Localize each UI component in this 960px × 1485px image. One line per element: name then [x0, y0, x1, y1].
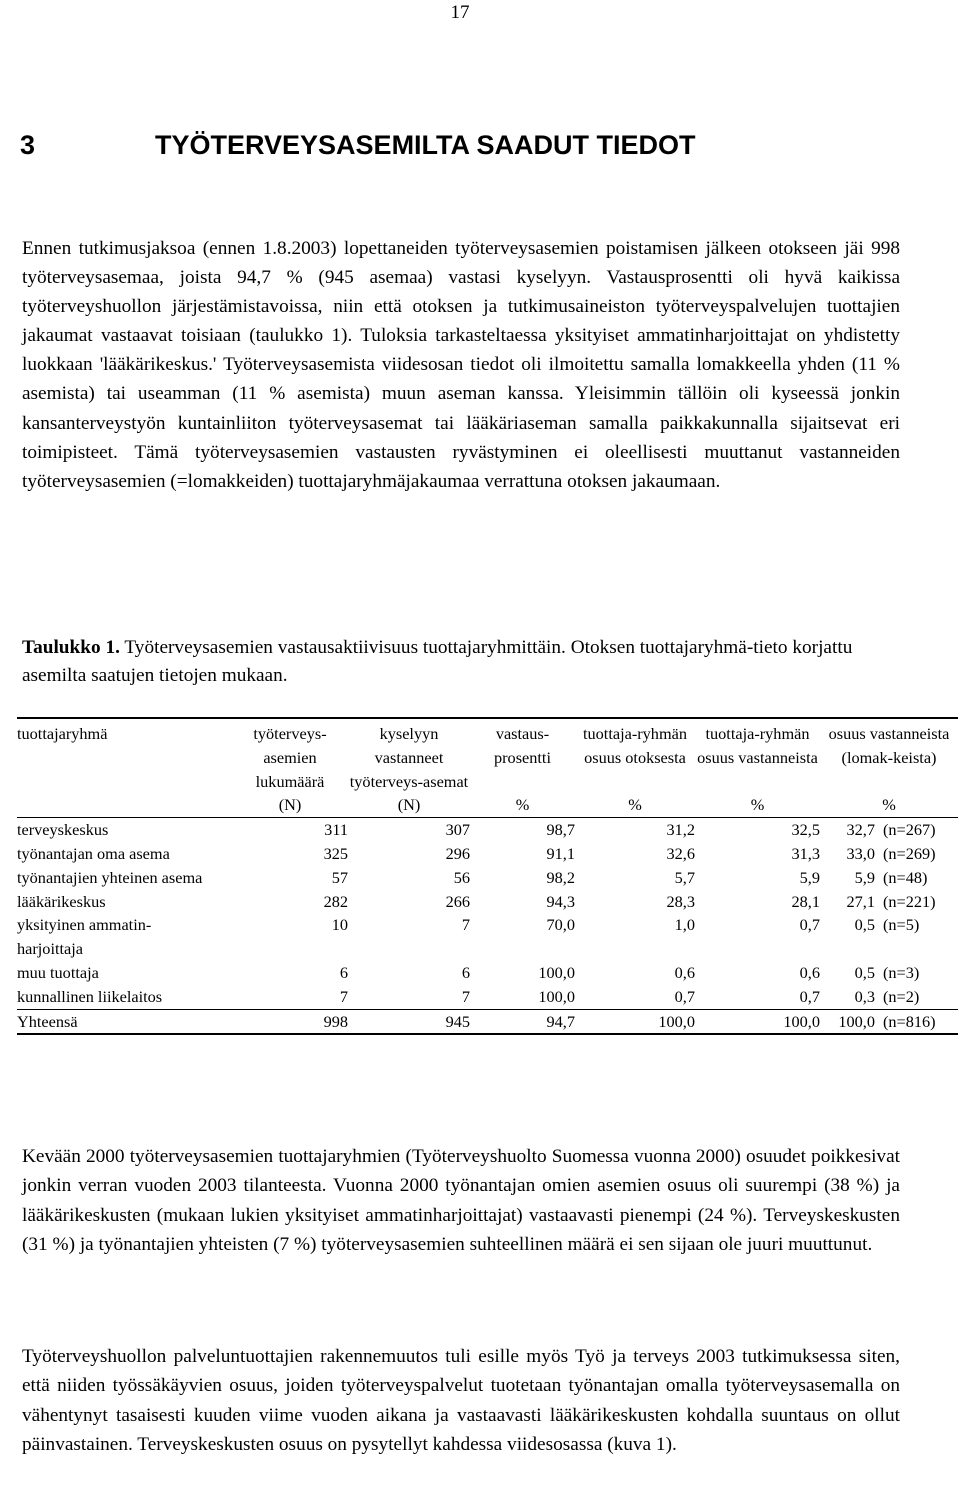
header-group: tuottajaryhmä: [17, 718, 232, 793]
header-rate: vastaus-prosentti: [470, 718, 575, 793]
unit-share-responded: %: [695, 793, 820, 817]
section-title: TYÖTERVEYSASEMILTA SAADUT TIEDOT: [155, 130, 696, 160]
header-responded: kyselyyn vastanneet työterveys-asemat: [348, 718, 470, 793]
page-number: 17: [450, 2, 470, 23]
unit-count: (N): [232, 793, 348, 817]
table-caption-text: Työterveysasemien vastausaktiivisuus tuottajaryhmittäin. Otoksen tuottajaryhmä-tieto korjattu asemilta saatujen tietojen mukaan.: [22, 637, 853, 686]
table-caption: [22, 634, 900, 690]
producer-group-table: [17, 717, 958, 1035]
table-row: muu tuottaja 6 6 100,0 0,6 0,6 0,5 (n=3): [17, 962, 920, 982]
comparison-paragraph: Kevään 2000 työterveysasemien tuottajaryhmien (Työterveyshuolto Suomessa vuonna 2000) osuudet poikkesivat jonkin verran vuoden 2003 tilanteesta. Vuonna 2000 työnantajan omien asemien osuus oli suurempi (38 %) ja lääkärikeskusten (mukaan lukien yksityiset ammatinharjoittajat) vastaavasti pienempi (24 %). Terveyskeskusten (31 %) ja työnantajien yhteisten (7 %) työterveysasemien suhteellinen määrä ei sen sijaan ole juuri muuttunut.: [22, 1146, 900, 1255]
unit-group: [17, 793, 232, 817]
structural-change-paragraph: Työterveyshuollon palveluntuottajien rakennemuutos tuli esille myös Työ ja terveys 2003 tutkimuksessa siten, että niiden työssäkäyvien osuus, joiden työterveyspalvelut tuotetaan työnantajan omalla työterveysasemalla on vähentynyt tasaisesti kuuden viime vuoden aikana ja vastaavasti lääkärikeskusten kohdalla suuntaus on ollut päinvastainen. Terveyskeskusten osuus on pysytellyt kahdessa viidesosassa (kuva 1).: [22, 1346, 900, 1455]
table-row: kunnallinen liikelaitos 7 7 100,0 0,7 0,7 0,3 (n=2): [17, 986, 920, 1006]
table-row: työnantajien yhteinen asema 57 56 98,2 5,7 5,9 5,9 (n=48): [17, 867, 928, 887]
table-caption-label: Taulukko 1.: [22, 637, 120, 658]
table-row: työnantajan oma asema 325 296 91,1 32,6 31,3 33,0 (n=269): [17, 843, 936, 863]
unit-share-forms: %: [820, 793, 958, 817]
table-row: yksityinen ammatin-harjoittaja 10 7 70,0 1,0 0,7 0,5 (n=5): [17, 915, 920, 959]
section-heading: [20, 130, 696, 161]
table-row: terveyskeskus 311 307 98,7 31,2 32,5 32,7 (n=267): [17, 820, 936, 840]
header-share-forms: osuus vastanneista (lomak-keista): [820, 718, 958, 793]
header-count: työterveys-asemien lukumäärä: [232, 718, 348, 793]
intro-paragraph: Ennen tutkimusjaksoa (ennen 1.8.2003) lopettaneiden työterveysasemien poistamisen jälkeen otokseen jäi 998 työterveysasemaa, joista 94,7 % (945 asemaa) vastasi kyselyyn. Vastausprosentti oli hyvä kaikissa työterveyshuollon järjestämistavoissa, niin että otoksen ja tutkimusaineiston työterveyspalvelujen tuottajien jakaumat vastaavat toisiaan (taulukko 1). Tuloksia tarkasteltaessa yksityiset ammatinharjoittajat on yhdistetty luokkaan 'lääkärikeskus.' Työterveysasemista viidesosan tiedot oli ilmoitettu samalla lomakkeella yhden (11 % asemista) tai useamman (11 % asemista) muun aseman kanssa. Yleisimmin tällöin oli kyseessä jonkin kansanterveystyön kuntainliiton työterveysasemat tai lääkäriaseman samalla paikkakunnalla sijaitsevat eri toimipisteet. Tämä työterveysasemien vastausten ryvästyminen ei oleellisesti muuttanut vastanneiden työterveysasemien (=lomakkeiden) tuottajaryhmäjakaumaa verrattuna otoksen jakaumaan.: [22, 238, 900, 492]
table-total-row: Yhteensä 998 945 94,7 100,0 100,0 100,0 (n=816): [17, 1009, 958, 1034]
section-number: 3: [20, 130, 36, 160]
header-share-sample: tuottaja-ryhmän osuus otoksesta: [575, 718, 695, 793]
table-row: lääkärikeskus 282 266 94,3 28,3 28,1 27,1 (n=221): [17, 891, 936, 911]
unit-share-sample: %: [575, 793, 695, 817]
unit-responded: (N): [348, 793, 470, 817]
unit-rate: %: [470, 793, 575, 817]
header-share-responded: tuottaja-ryhmän osuus vastanneista: [695, 718, 820, 793]
